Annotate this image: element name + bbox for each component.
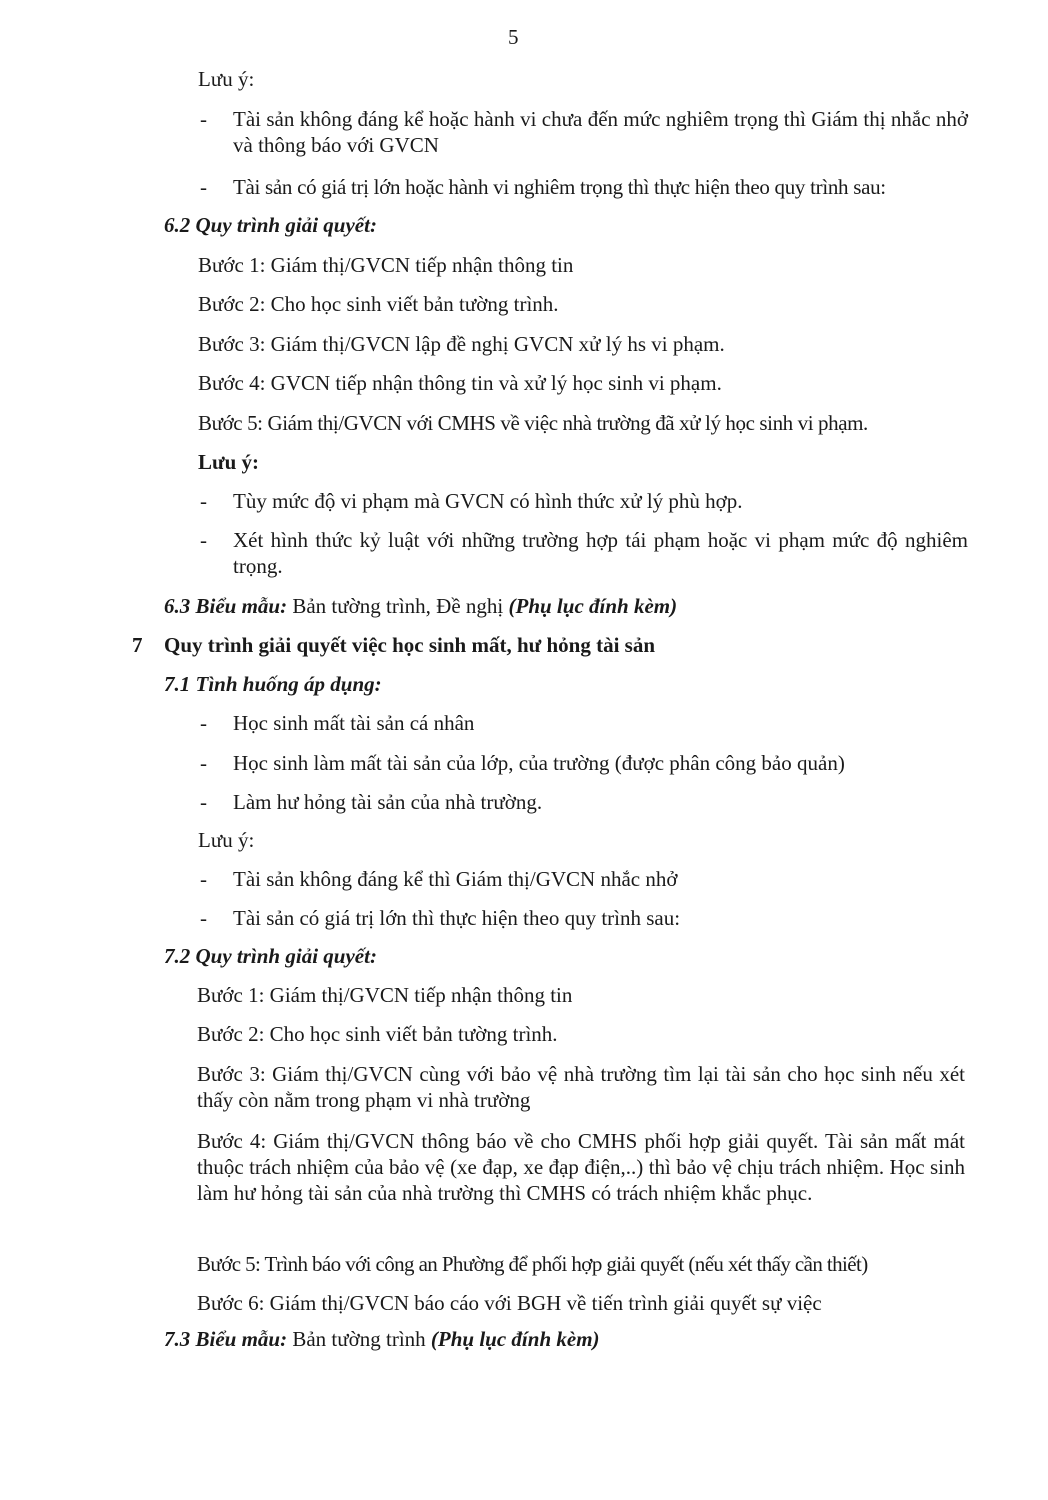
step-7-2-1: Bước 1: Giám thị/GVCN tiếp nhận thông tin [197, 983, 573, 1007]
note-7-1-b: Tài sản có giá trị lớn thì thực hiện theo quy trình sau: [233, 906, 681, 930]
case-7-1-c: Làm hư hỏng tài sản của nhà trường. [233, 790, 543, 814]
step-7-2-3: Bước 3: Giám thị/GVCN cùng với bảo vệ nhà trường tìm lại tài sản cho học sinh nếu xét thấy còn nằm trong phạm vi nhà trường [197, 1062, 965, 1112]
note-item-6-1-a: Tài sản không đáng kể hoặc hành vi chưa đến mức nghiêm trọng thì Giám thị nhắc nhở và thông báo với GVCN [233, 107, 968, 157]
forms-7-3: Bản tường trình [287, 1327, 431, 1351]
bullet-dash: - [200, 790, 207, 814]
heading-6-3: 6.3 Biểu mẫu: [164, 594, 288, 618]
note-item-6-1-b: Tài sản có giá trị lớn hoặc hành vi nghiêm trọng thì thực hiện theo quy trình sau: [233, 175, 886, 199]
bullet-dash: - [200, 906, 207, 930]
step-6-2-4: Bước 4: GVCN tiếp nhận thông tin và xử lý học sinh vi phạm. [198, 371, 722, 395]
heading-7-2: 7.2 Quy trình giải quyết: [164, 944, 377, 968]
bullet-dash: - [200, 867, 207, 891]
note-label-6-2: Lưu ý: [198, 450, 260, 474]
step-6-2-2: Bước 2: Cho học sinh viết bản tường trình. [198, 292, 559, 316]
note-6-2-b: Xét hình thức kỷ luật với những trường hợp tái phạm hoặc vi phạm mức độ nghiêm trọng. [233, 528, 968, 578]
step-6-2-5: Bước 5: Giám thị/GVCN với CMHS về việc nhà trường đã xử lý học sinh vi phạm. [198, 411, 868, 435]
step-7-2-6: Bước 6: Giám thị/GVCN báo cáo với BGH về tiến trình giải quyết sự việc [197, 1291, 822, 1315]
case-7-1-a: Học sinh mất tài sản cá nhân [233, 711, 475, 735]
step-7-2-5: Bước 5: Trình báo với công an Phường để phối hợp giải quyết (nếu xét thấy cần thiết) [197, 1252, 868, 1276]
note-7-1-a: Tài sản không đáng kể thì Giám thị/GVCN nhắc nhở [233, 867, 678, 891]
forms-6-3: Bản tường trình, Đề nghị [287, 594, 509, 618]
appendix-7-3: (Phụ lục đính kèm) [430, 1327, 600, 1351]
note-label-6-1: Lưu ý: [198, 67, 255, 91]
bullet-dash: - [200, 528, 207, 552]
bullet-dash: - [200, 711, 207, 735]
bullet-dash: - [200, 751, 207, 775]
section-title-7: Quy trình giải quyết việc học sinh mất, hư hỏng tài sản [164, 633, 656, 657]
bullet-dash: - [200, 489, 207, 513]
heading-7-3: 7.3 Biểu mẫu: [164, 1327, 288, 1351]
section-7-3 [164, 1326, 600, 1352]
bullet-dash: - [200, 175, 207, 199]
note-6-2-a: Tùy mức độ vi phạm mà GVCN có hình thức xử lý phù hợp. [233, 489, 743, 513]
step-6-2-3: Bước 3: Giám thị/GVCN lập đề nghị GVCN xử lý hs vi phạm. [198, 332, 725, 356]
appendix-6-3: (Phụ lục đính kèm) [508, 594, 678, 618]
heading-6-2: 6.2 Quy trình giải quyết: [164, 213, 377, 237]
heading-7-1: 7.1 Tình huống áp dụng: [164, 672, 382, 696]
page-number: 5 [508, 25, 519, 49]
step-7-2-4: Bước 4: Giám thị/GVCN thông báo về cho CMHS phối hợp giải quyết. Tài sản mất mát thuộc trách nhiệm của bảo vệ (xe đạp, xe đạp điện,..) thì bảo vệ chịu trách nhiệm. Học sinh làm hư hỏng tài sản của nhà trường thì CMHS có trách nhiệm khắc phục. [197, 1129, 965, 1205]
step-7-2-2: Bước 2: Cho học sinh viết bản tường trình. [197, 1022, 558, 1046]
section-6-3 [164, 593, 677, 619]
step-6-2-1: Bước 1: Giám thị/GVCN tiếp nhận thông tin [198, 253, 574, 277]
section-number-7: 7 [132, 633, 143, 657]
case-7-1-b: Học sinh làm mất tài sản của lớp, của trường (được phân công bảo quản) [233, 751, 845, 775]
note-label-7-1: Lưu ý: [198, 828, 255, 852]
bullet-dash: - [200, 107, 207, 131]
